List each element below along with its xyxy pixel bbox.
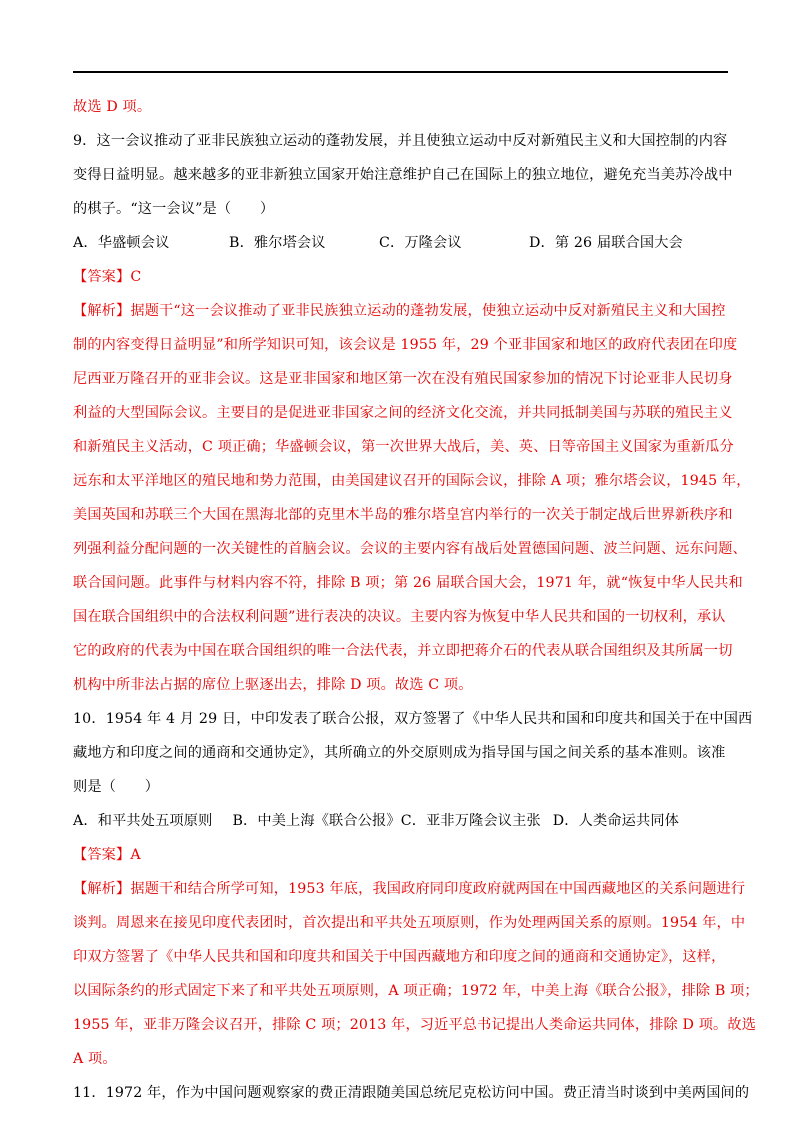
- analysis-line: A 项。: [73, 1051, 117, 1067]
- analysis-line: 印双方签署了《中华人民共和国和印度共和国关于中国西藏地方和印度之间的通商和交通协定》，这样，: [73, 949, 726, 965]
- question-stem-line: 变得日益明显。越来越多的亚非新独立国家开始注意维护自己在国际上的独立地位，避免充当美苏冷战中: [73, 167, 733, 183]
- question-stem-line: 的棋子。“这一会议”是（ ）: [73, 201, 275, 217]
- answer-label: 【答案】C: [73, 269, 142, 285]
- analysis-line: 以国际条约的形式固定下来了和平共处五项原则，A 项正确；1972 年，中美上海《联合公报》，排除 B 项；: [73, 983, 759, 999]
- option-c: C．万隆会议: [379, 235, 462, 251]
- analysis-line: 和新殖民主义活动，C 项正确；华盛顿会议，第一次世界大战后，美、英、日等帝国主义国家为重新瓜分: [73, 439, 734, 455]
- question-options: [73, 226, 733, 260]
- document-body: [73, 90, 759, 1110]
- analysis-line: 利益的大型国际会议。主要目的是促进亚非国家之间的经济文化交流，并共同抵制美国与苏联的殖民主义: [73, 405, 733, 421]
- analysis-line: 国在联合国组织中的合法权利问题”进行表决的决议。主要内容为恢复中华人民共和国的一切权利，承认: [73, 609, 726, 625]
- answer-label: 【答案】A: [73, 847, 141, 863]
- analysis-line: 远东和太平洋地区的殖民地和势力范围，由美国建议召开的国际会议，排除 A 项；雅尔塔会议，1945 年，: [73, 473, 751, 489]
- question-11: [73, 1076, 750, 1110]
- question-stem-line: 10．1954 年 4 月 29 日，中印发表了联合公报，双方签署了《中华人民共和国和印度共和国关于在中国西: [73, 711, 753, 727]
- option-a: A．和平共处五项原则: [73, 813, 213, 829]
- question-stem-line: 藏地方和印度之间的通商和交通协定》，其所确立的外交原则成为指导国与国之间关系的基本准则。该准: [73, 745, 726, 761]
- question-options: [73, 804, 733, 838]
- previous-conclusion: 故选 D 项。: [73, 99, 152, 115]
- question-stem-line: 则是（ ）: [73, 779, 160, 795]
- question-10: [73, 702, 759, 1076]
- question-stem-line: 9．这一会议推动了亚非民族独立运动的蓬勃发展，并且使独立运动中反对新殖民主义和大国控制的内容: [73, 133, 728, 149]
- analysis-line: 联合国问题。此事件与材料内容不符，排除 B 项；第 26 届联合国大会，1971 年，就“恢复中华人民共和: [73, 575, 743, 591]
- analysis-line: 列强利益分配问题的一次关键性的首脑会议。会议的主要内容有战后处置德国问题、波兰问题、远东问题、: [73, 541, 747, 557]
- option-b: B．雅尔塔会议: [229, 235, 326, 251]
- analysis-line: 谈判。周恩来在接见印度代表团时，首次提出和平共处五项原则，作为处理两国关系的原则。1954 年，中: [73, 915, 746, 931]
- analysis-line: 制的内容变得日益明显”和所学知识可知，该会议是 1955 年，29 个亚非国家和地区的政府代表团在印度: [73, 337, 738, 353]
- option-d: D．第 26 届联合国大会: [529, 235, 683, 251]
- analysis-line: 它的政府的代表为中国在联合国组织的唯一合法代表，并立即把蒋介石的代表从联合国组织及其所属一切: [73, 643, 733, 659]
- option-b: B．中美上海《联合公报》: [232, 813, 401, 829]
- analysis-line: 1955 年，亚非万隆会议召开，排除 C 项；2013 年，习近平总书记提出人类命运共同体，排除 D 项。故选: [73, 1017, 757, 1033]
- question-9: [73, 124, 751, 702]
- question-stem-line: 11．1972 年，作为中国问题观察家的费正清跟随美国总统尼克松访问中国。费正清当时谈到中美两国间的: [73, 1085, 750, 1101]
- analysis-line: 机构中所非法占据的席位上驱逐出去，排除 D 项。故选 C 项。: [73, 677, 473, 693]
- analysis-line: 美国英国和苏联三个大国在黑海北部的克里木半岛的雅尔塔皇宫内举行的一次关于制定战后世界新秩序和: [73, 507, 733, 523]
- option-d: D．人类命运共同体: [552, 813, 680, 829]
- analysis-line: 【解析】据题干“这一会议推动了亚非民族独立运动的蓬勃发展，使独立运动中反对新殖民主义和大国控: [73, 303, 726, 319]
- analysis-line: 【解析】据题干和结合所学可知，1953 年底，我国政府同印度政府就两国在中国西藏地区的关系问题进行: [73, 881, 746, 897]
- option-a: A．华盛顿会议: [73, 235, 170, 251]
- analysis-line: 尼西亚万隆召开的亚非会议。这是亚非国家和地区第一次在没有殖民国家参加的情况下讨论亚非人民切身: [73, 371, 733, 387]
- header-rule: [73, 71, 728, 73]
- option-c: C．亚非万隆会议主张: [400, 813, 541, 829]
